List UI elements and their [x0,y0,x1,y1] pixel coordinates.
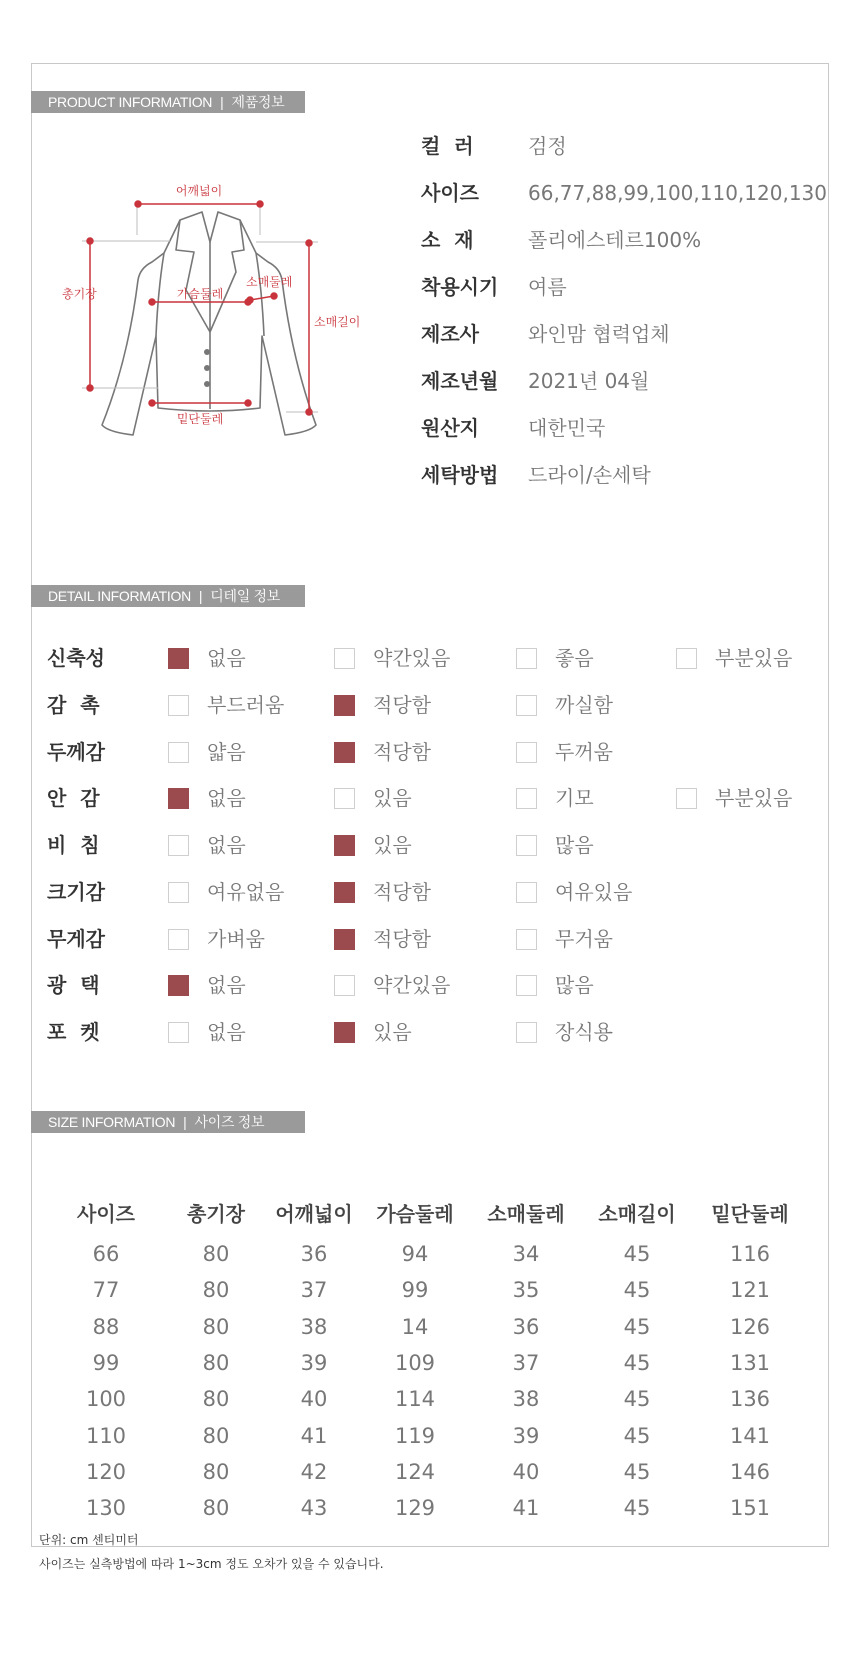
size-table-cell: 41 [512,1496,540,1521]
detail-option-label: 없음 [207,646,246,670]
detail-label: 비 침 [47,833,100,857]
size-info-title-ko: 사이즈 정보 [194,1114,265,1130]
size-table-cell: 100 [85,1387,127,1412]
unchecked-box-icon [334,975,355,996]
detail-option-label: 좋음 [555,646,594,670]
size-table-cell: 35 [512,1278,540,1303]
detail-row [0,970,860,1000]
detail-option-label: 부분있음 [715,646,793,670]
size-table-cell: 151 [729,1496,771,1521]
unchecked-box-icon [168,882,189,903]
detail-option-label: 여유없음 [207,879,285,904]
product-info-title-en: PRODUCT INFORMATION [48,94,213,110]
size-table-cell: 88 [92,1314,120,1339]
jacket-illustration [60,180,400,470]
size-table-cell: 66 [92,1242,120,1266]
size-table-cell: 116 [729,1242,771,1266]
size-table-cell: 39 [512,1423,540,1448]
info-value: 검정 [528,134,567,158]
detail-option-label: 적당함 [373,926,431,951]
size-table-header: 사이즈 [77,1202,135,1226]
size-table-cell: 80 [202,1350,230,1375]
size-table-cell: 36 [300,1242,328,1266]
detail-option-label: 부드러움 [207,692,285,717]
detail-label: 감 촉 [47,692,100,717]
checked-box-icon [334,835,355,856]
detail-label: 안 감 [47,786,100,811]
unchecked-box-icon [168,695,189,716]
detail-label: 광 택 [47,973,100,998]
info-label: 사이즈 [421,181,479,205]
checked-box-icon [168,788,189,809]
detail-option-label: 기모 [555,786,594,811]
detail-row [0,877,860,907]
info-label: 소 재 [421,228,474,252]
size-table-cell: 136 [729,1387,771,1412]
sleeve-length-label: 소매길이 [314,315,361,329]
size-table-cell: 34 [512,1242,540,1266]
info-value: 2021년 04월 [528,369,650,393]
info-label: 착용시기 [421,275,499,299]
unchecked-box-icon [516,835,537,856]
detail-option-label: 적당함 [373,739,431,764]
detail-row [0,924,860,954]
unchecked-box-icon [168,835,189,856]
shoulder-label: 어깨넓이 [175,184,223,198]
size-table-cell: 77 [92,1278,120,1303]
detail-option-label: 가벼움 [207,926,265,951]
size-table-header: 소매길이 [598,1202,676,1226]
unit-note: 단위: cm 센티미터 [39,1533,139,1547]
size-table-cell: 80 [202,1314,230,1339]
size-table-cell: 129 [394,1496,436,1521]
size-table-cell: 110 [85,1423,127,1448]
size-table-cell: 37 [300,1278,328,1303]
button-icons [204,349,210,387]
detail-row [0,783,860,813]
size-table-cell: 45 [623,1350,651,1375]
detail-option-label: 약간있음 [373,973,451,998]
tolerance-note: 사이즈는 실측방법에 따라 1~3cm 정도 오차가 있을 수 있습니다. [39,1557,384,1571]
size-table-cell: 45 [623,1423,651,1448]
chest-label: 가슴둘레 [176,287,224,301]
size-table-cell: 109 [394,1350,436,1375]
size-table-header: 소매둘레 [487,1202,565,1226]
size-table-cell: 45 [623,1278,651,1303]
size-table-cell: 43 [300,1496,328,1521]
detail-option-label: 여유있음 [555,879,633,904]
unchecked-box-icon [676,648,697,669]
size-table-cell: 120 [85,1459,127,1484]
size-table-cell: 80 [202,1387,230,1412]
unchecked-box-icon [676,788,697,809]
size-table-cell: 80 [202,1496,230,1521]
info-label: 원산지 [421,416,479,440]
button-icon [204,381,210,387]
unchecked-box-icon [516,648,537,669]
detail-option-label: 많음 [555,973,594,998]
detail-label: 두께감 [47,739,105,764]
unchecked-box-icon [168,742,189,763]
detail-info-header: DETAIL INFORMATION | 디테일 정보 [31,585,305,607]
size-table-cell: 130 [85,1496,127,1521]
hem-label: 밑단둘레 [176,412,224,426]
checked-box-icon [334,882,355,903]
detail-option-label: 없음 [207,786,246,811]
checked-box-icon [168,648,189,669]
unchecked-box-icon [168,1022,189,1043]
size-table-cell: 99 [92,1350,120,1375]
size-table-header: 총기장 [187,1202,245,1226]
detail-info-title-en: DETAIL INFORMATION [48,588,191,604]
product-info-header: PRODUCT INFORMATION | 제품정보 [31,91,305,113]
size-table-cell: 38 [300,1314,328,1339]
product-info-title-ko: 제품정보 [231,94,285,110]
size-table-cell: 80 [202,1242,230,1266]
info-label: 제조년월 [421,369,499,393]
unchecked-box-icon [516,929,537,950]
detail-option-label: 있음 [373,833,412,857]
size-table-cell: 40 [300,1387,328,1412]
size-table-cell: 45 [623,1496,651,1521]
info-label: 세탁방법 [421,463,499,487]
size-table-cell: 114 [394,1387,436,1412]
info-value: 폴리에스테르100% [528,228,702,252]
unchecked-box-icon [334,648,355,669]
size-table-cell: 41 [300,1423,328,1448]
size-table-header: 밑단둘레 [711,1202,789,1226]
detail-option-label: 많음 [555,833,594,857]
size-table-cell: 38 [512,1387,540,1412]
detail-row [0,737,860,767]
size-table-cell: 141 [729,1423,771,1448]
detail-row [0,690,860,720]
size-info-title-en: SIZE INFORMATION [48,1114,176,1130]
detail-option-label: 까실함 [555,692,613,717]
unchecked-box-icon [334,788,355,809]
unchecked-box-icon [516,975,537,996]
detail-option-label: 장식용 [555,1020,613,1044]
button-icon [204,365,210,371]
size-table-cell: 42 [300,1459,328,1484]
size-table-cell: 80 [202,1459,230,1484]
detail-option-label: 없음 [207,1020,246,1044]
unchecked-box-icon [516,695,537,716]
size-table-cell: 124 [394,1459,436,1484]
info-value: 66,77,88,99,100,110,120,130 [528,181,827,205]
detail-option-label: 부분있음 [715,786,793,811]
size-table-cell: 39 [300,1350,328,1375]
size-table-cell: 45 [623,1242,651,1266]
unchecked-box-icon [516,1022,537,1043]
detail-label: 신축성 [47,646,105,670]
size-table-cell: 36 [512,1314,540,1339]
sleeve-width-label: 소매둘레 [246,275,293,289]
detail-label: 크기감 [47,879,105,904]
detail-option-label: 적당함 [373,692,431,717]
unchecked-box-icon [516,882,537,903]
unchecked-box-icon [168,929,189,950]
detail-option-label: 없음 [207,833,246,857]
detail-label: 포 켓 [47,1020,100,1044]
unchecked-box-icon [516,788,537,809]
checked-box-icon [168,975,189,996]
detail-label: 무게감 [47,926,105,951]
checked-box-icon [334,695,355,716]
total-length-label: 총기장 [62,287,97,301]
size-table-cell: 121 [729,1278,771,1303]
size-table-cell: 40 [512,1459,540,1484]
size-table-cell: 131 [729,1350,771,1375]
size-table-cell: 45 [623,1314,651,1339]
size-table-cell: 37 [512,1350,540,1375]
size-info-header: SIZE INFORMATION | 사이즈 정보 [31,1111,305,1133]
checked-box-icon [334,1022,355,1043]
size-table-header: 가슴둘레 [376,1202,454,1226]
size-table-cell: 99 [401,1278,429,1303]
detail-info-title-ko: 디테일 정보 [210,588,280,604]
detail-option-label: 약간있음 [373,646,451,670]
detail-option-label: 없음 [207,973,246,998]
unchecked-box-icon [516,742,537,763]
size-table-cell: 80 [202,1423,230,1448]
size-table-header: 어깨넓이 [275,1202,353,1226]
info-label: 제조사 [421,322,479,346]
detail-option-label: 있음 [373,1020,412,1044]
size-table-cell: 146 [729,1459,771,1484]
detail-option-label: 두꺼움 [555,739,613,764]
detail-option-label: 적당함 [373,879,431,904]
info-value: 드라이/손세탁 [528,463,651,487]
info-value: 여름 [528,275,567,299]
detail-row [0,643,860,673]
size-table-cell: 119 [394,1423,436,1448]
size-table-cell: 14 [401,1314,429,1339]
size-table-cell: 45 [623,1459,651,1484]
size-table-cell: 80 [202,1278,230,1303]
detail-row [0,830,860,860]
checked-box-icon [334,929,355,950]
checked-box-icon [334,742,355,763]
size-table-cell: 45 [623,1387,651,1412]
size-table-cell: 94 [401,1242,429,1266]
info-value: 와인맘 협력업체 [528,322,670,346]
button-icon [204,349,210,355]
info-value: 대한민국 [528,416,606,440]
size-table-cell: 126 [729,1314,771,1339]
info-label: 컬 러 [421,134,474,158]
detail-option-label: 얇음 [207,739,246,764]
detail-option-label: 무거움 [555,926,613,951]
detail-option-label: 있음 [373,786,412,811]
garment-size-diagram [60,180,400,470]
detail-row [0,1017,860,1047]
